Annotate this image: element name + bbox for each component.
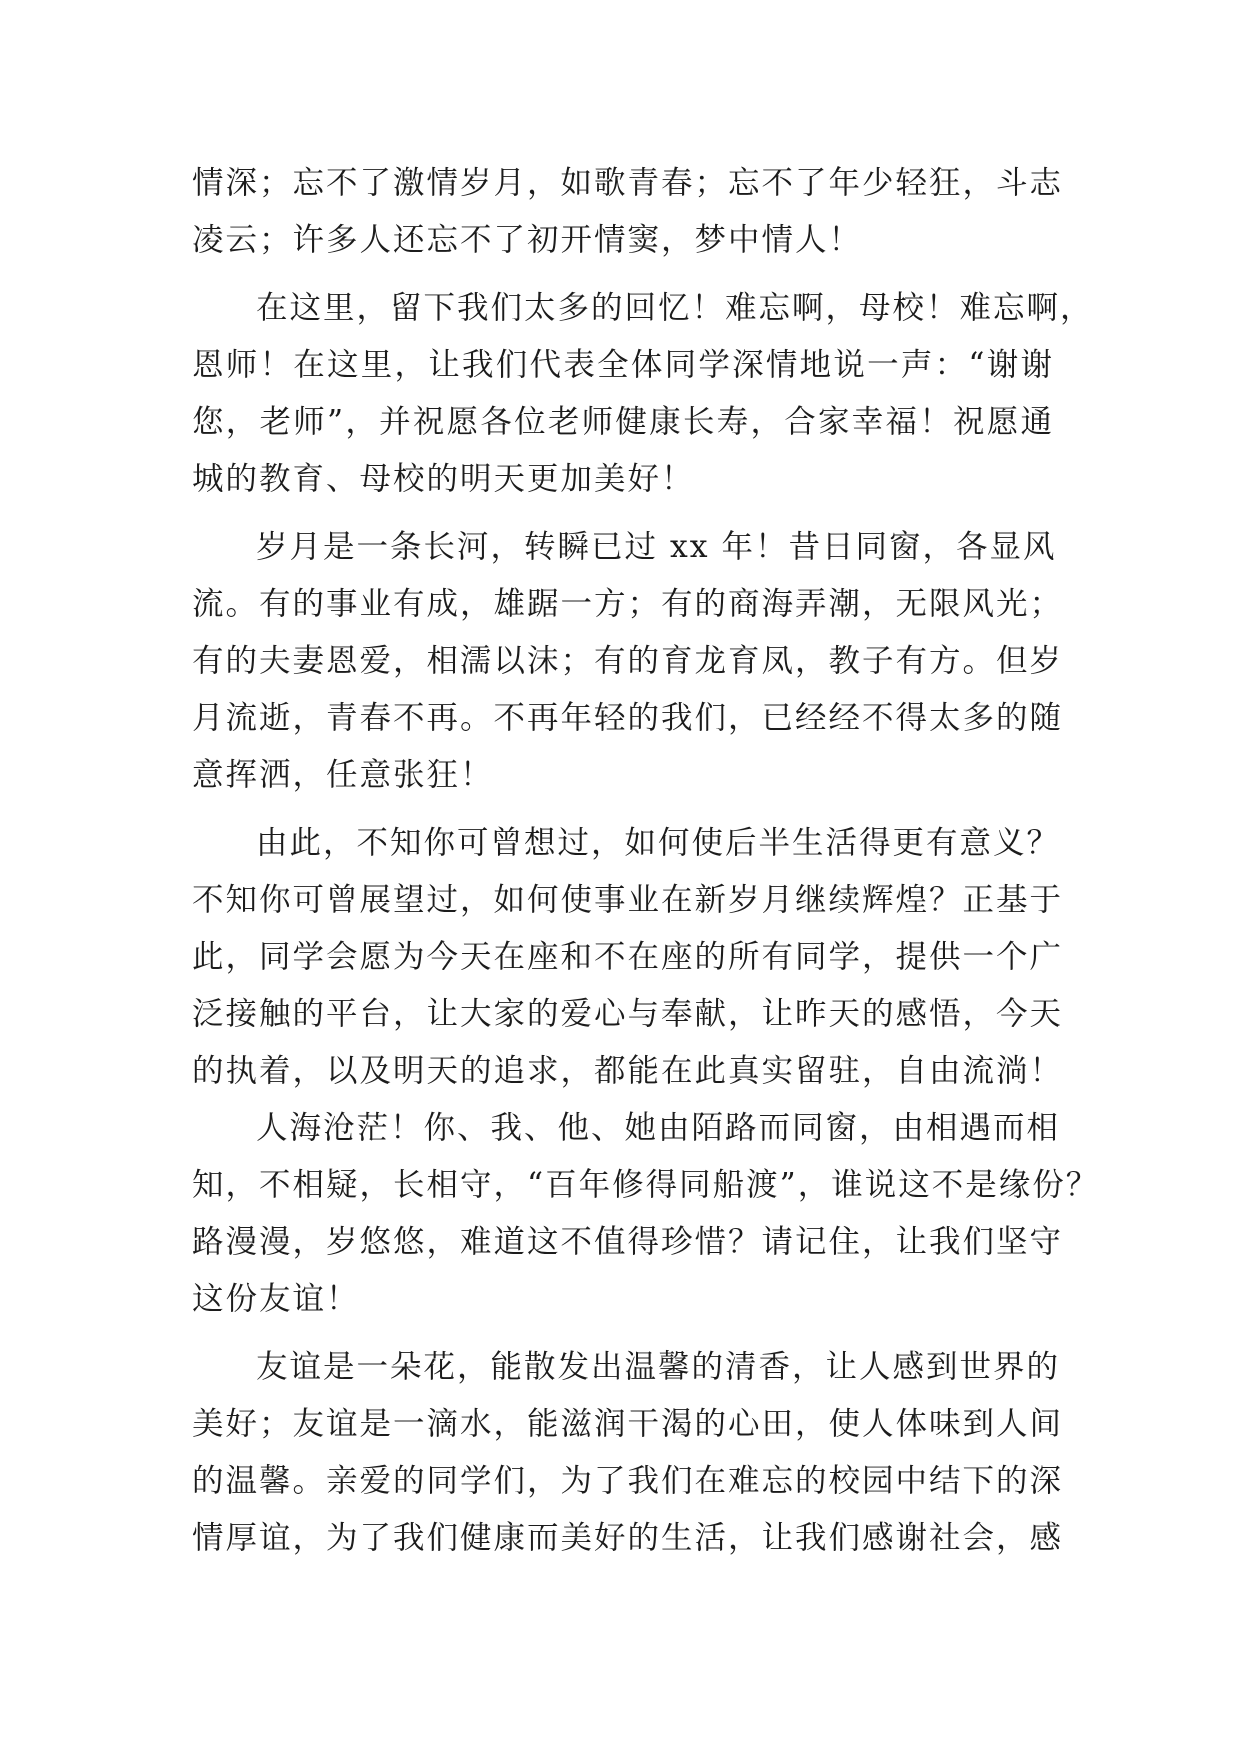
text-line: 泛接触的平台，让大家的爱心与奉献，让昨天的感悟，今天 [192, 996, 1064, 1032]
text-line: 凌云；许多人还忘不了初开情窦，梦中情人！ [192, 222, 863, 258]
text-line: 在这里，留下我们太多的回忆！难忘啊，母校！难忘啊， [256, 290, 1094, 326]
text-line: 意挥洒，任意张狂！ [192, 757, 494, 793]
text-line: 情厚谊，为了我们健康而美好的生活，让我们感谢社会，感 [192, 1520, 1064, 1556]
text-line: 由此，不知你可曾想过，如何使后半生活得更有意义？ [256, 825, 1061, 861]
text-line: 美好；友谊是一滴水，能滋润干渴的心田，使人体味到人间 [192, 1406, 1064, 1442]
text-line: 有的夫妻恩爱，相濡以沫；有的育龙育凤，教子有方。但岁 [192, 643, 1064, 679]
text-line: 知，不相疑，长相守，“百年修得同船渡”，谁说这不是缘份？ [192, 1167, 1100, 1203]
text-line: 的温馨。亲爱的同学们，为了我们在难忘的校园中结下的深 [192, 1463, 1064, 1499]
text-line: 城的教育、母校的明天更加美好！ [192, 461, 695, 497]
text-line: 人海沧茫！你、我、他、她由陌路而同窗，由相遇而相 [256, 1110, 1061, 1146]
text-line: 此，同学会愿为今天在座和不在座的所有同学，提供一个广 [192, 939, 1064, 975]
text-line: 这份友谊！ [192, 1281, 360, 1317]
text-line: 友谊是一朵花，能散发出温馨的清香，让人感到世界的 [256, 1349, 1061, 1385]
text-line: 岁月是一条长河，转瞬已过 xx 年！昔日同窗，各显风 [256, 529, 1057, 565]
text-line: 不知你可曾展望过，如何使事业在新岁月继续辉煌？正基于 [192, 882, 1064, 918]
text-line: 情深；忘不了激情岁月，如歌青春；忘不了年少轻狂，斗志 [192, 165, 1064, 201]
text-line: 路漫漫，岁悠悠，难道这不值得珍惜？请记住，让我们坚守 [192, 1224, 1064, 1260]
document-body [192, 155, 1100, 1567]
text-line: 您，老师”，并祝愿各位老师健康长寿，合家幸福！祝愿通 [192, 404, 1054, 440]
text-line: 流。有的事业有成，雄踞一方；有的商海弄潮，无限风光； [192, 586, 1064, 622]
text-line: 恩师！在这里，让我们代表全体同学深情地说一声：“谢谢 [192, 347, 1054, 383]
text-line: 的执着，以及明天的追求，都能在此真实留驻，自由流淌！ [192, 1053, 1064, 1089]
text-line: 月流逝，青春不再。不再年轻的我们，已经经不得太多的随 [192, 700, 1064, 736]
